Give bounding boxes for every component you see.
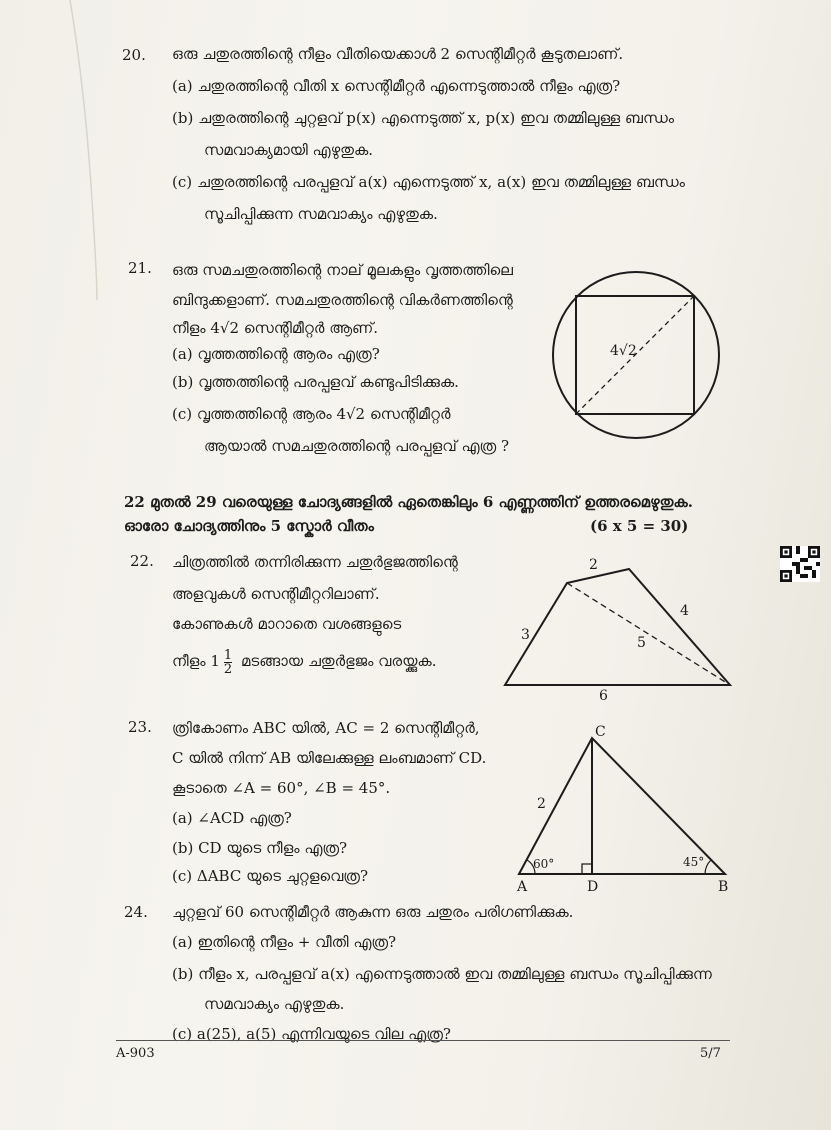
q23-angle-b-arc <box>705 860 711 874</box>
q22-line3: കോണുകൾ മാറാതെ വശങ്ങളുടെ <box>172 615 402 633</box>
q21-line1: ഒരു സമചതുരത്തിന്റെ നാല് മൂലകളും വൃത്തത്തിലെ <box>172 261 513 279</box>
q22-label-left: 3 <box>521 627 530 643</box>
q23-label-b: B <box>718 879 729 895</box>
q20-stem: ഒരു ചതുരത്തിന്റെ നീളം വീതിയെക്കാൾ 2 സെന്റിമീറ്റർ കൂടുതലാണ്. <box>172 45 624 63</box>
q22-line1: ചിത്രത്തിൽ തന്നിരിക്കുന്ന ചതുർഭുജത്തിന്റെ <box>172 553 458 571</box>
q24-part-a: (a) ഇതിന്റെ നീളം + വീതി എത്ര? <box>172 933 397 951</box>
q22-label-top: 2 <box>589 557 598 573</box>
q23-label-d: D <box>587 879 599 895</box>
q22-label-right: 4 <box>680 603 689 619</box>
q21-line3: നീളം 4√2 സെന്റിമീറ്റർ ആണ്. <box>172 319 379 337</box>
q22-line4-prefix: നീളം 1 <box>172 652 220 670</box>
q21-number: 21. <box>128 259 152 277</box>
q21-part-c-line1: (c) വൃത്തത്തിന്റെ ആരം 4√2 സെന്റിമീറ്റർ <box>172 405 451 423</box>
q22-diagonal <box>567 583 730 685</box>
q22-label-diagonal: 5 <box>637 635 646 651</box>
q20-part-a: (a) ചതുരത്തിന്റെ വീതി x സെന്റിമീറ്റർ എന്നെടുത്താൽ നീളം എത്ര? <box>172 77 621 95</box>
q21-part-b: (b) വൃത്തത്തിന്റെ പരപ്പളവ് കണ്ടുപിടിക്കുക. <box>172 373 459 391</box>
q21-circle-square-figure <box>548 255 728 455</box>
q23-label-side: 2 <box>537 796 546 812</box>
paper-crease <box>30 0 100 300</box>
q23-part-b: (b) CD യുടെ നീളം എത്ര? <box>172 839 348 857</box>
q24-part-b-line1: (b) നീളം x, പരപ്പളവ് a(x) എന്നെടുത്താൽ ഇവ തമ്മിലുള്ള ബന്ധം സൂചിപ്പിക്കുന്ന <box>172 965 712 983</box>
q20-part-c-line1: (c) ചതുരത്തിന്റെ പരപ്പളവ് a(x) എന്നെടുത്ത് x, a(x) ഇവ തമ്മിലുള്ള ബന്ധം <box>172 173 685 191</box>
q20-part-c-line2: സൂചിപ്പിക്കുന്ന സമവാക്യം എഴുതുക. <box>204 205 438 223</box>
q21-diagonal-label: 4√2 <box>610 343 637 359</box>
q22-label-bottom: 6 <box>599 688 608 704</box>
q20-part-b-line1: (b) ചതുരത്തിന്റെ ചുറ്റളവ് p(x) എന്നെടുത്ത് x, p(x) ഇവ തമ്മിലുള്ള ബന്ധം <box>172 109 675 127</box>
q24-number: 24. <box>124 903 148 921</box>
q21-line2: ബിന്ദുക്കളാണ്. സമചതുരത്തിന്റെ വികർണത്തിന്റെ <box>172 291 513 309</box>
q23-right-angle-mark <box>582 864 592 874</box>
q23-label-a: A <box>517 879 528 895</box>
q22-line4-suffix: മടങ്ങായ ചതുർഭുജം വരയ്ക്കുക. <box>240 652 437 670</box>
q23-line3: കൂടാതെ ∠A = 60°, ∠B = 45°. <box>172 779 391 797</box>
q20-number: 20. <box>122 46 146 64</box>
qr-code-icon <box>780 546 820 582</box>
q22-fraction-numerator: 1 <box>223 647 233 663</box>
q20-part-b-line2: സമവാക്യമായി എഴുതുക. <box>204 141 374 159</box>
q23-triangle-figure <box>505 720 740 895</box>
q22-number: 22. <box>130 552 154 570</box>
q22-line4 <box>172 646 436 676</box>
q23-line1: ത്രികോണം ABC യിൽ, AC = 2 സെന്റിമീറ്റർ, <box>172 719 480 737</box>
q24-part-b-line2: സമവാക്യം എഴുതുക. <box>204 995 345 1013</box>
section-marks: (6 x 5 = 30) <box>590 517 689 535</box>
footer-divider <box>116 1040 730 1041</box>
q23-part-c: (c) ΔABC യുടെ ചുറ്റളവെത്ര? <box>172 867 368 885</box>
footer-code: A-903 <box>116 1046 155 1061</box>
q23-line2: C യിൽ നിന്ന് AB യിലേക്കുള്ള ലംബമാണ് CD. <box>172 749 487 767</box>
q23-label-angle-b: 45° <box>683 855 705 869</box>
q23-triangle <box>519 738 725 874</box>
q22-quadrilateral <box>505 569 730 685</box>
q22-line2: അളവുകൾ സെന്റിമീറ്ററിലാണ്. <box>172 585 380 603</box>
q23-number: 23. <box>128 718 152 736</box>
q23-label-angle-a: 60° <box>533 857 555 871</box>
q23-part-a: (a) ∠ACD എത്ര? <box>172 809 292 827</box>
q22-fraction-denominator: 2 <box>223 661 233 677</box>
q21-part-c-line2: ആയാൽ സമചതുരത്തിന്റെ പരപ്പളവ് എത്ര ? <box>204 437 510 455</box>
section-score-note: ഓരോ ചോദ്യത്തിനും 5 സ്കോർ വീതം <box>124 517 374 535</box>
q24-stem: ചുറ്റളവ് 60 സെന്റിമീറ്റർ ആകുന്ന ഒരു ചതുരം പരിഗണിക്കുക. <box>172 903 574 921</box>
q22-quadrilateral-figure <box>495 555 740 704</box>
section-instruction: 22 മുതൽ 29 വരെയുള്ള ചോദ്യങ്ങളിൽ ഏതെങ്കിലും 6 എണ്ണത്തിന് ഉത്തരമെഴുതുക. <box>124 493 693 511</box>
footer-page-number: 5/7 <box>700 1046 721 1061</box>
q22-fraction <box>224 649 232 676</box>
q21-part-a: (a) വൃത്തത്തിന്റെ ആരം എത്ര? <box>172 345 380 363</box>
q24-part-c: (c) a(25), a(5) എന്നിവയുടെ വില എത്ര? <box>172 1025 451 1043</box>
q23-label-c: C <box>595 724 606 740</box>
